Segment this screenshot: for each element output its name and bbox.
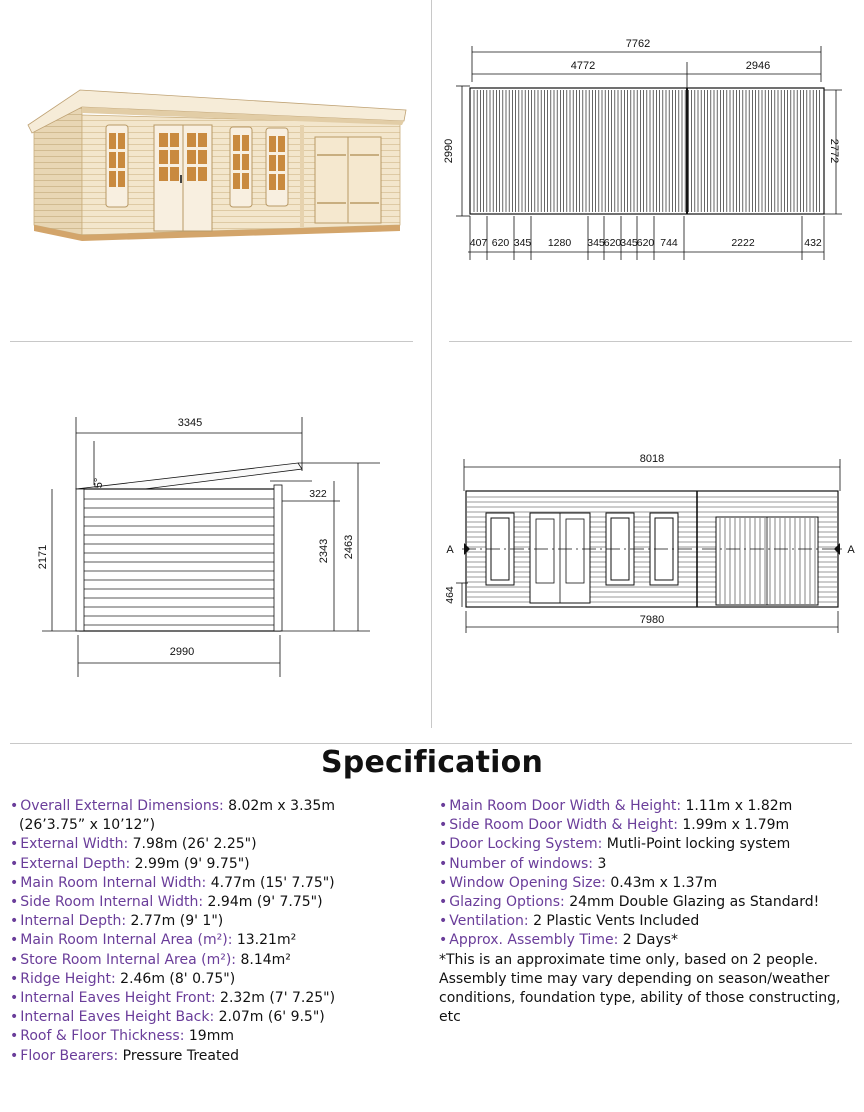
bullet-icon: • xyxy=(10,798,19,814)
spec-label: Main Room Internal Width: xyxy=(20,874,207,891)
spec-row xyxy=(10,951,420,970)
dim-height-left: 2171 xyxy=(37,544,49,570)
spec-label: Internal Eaves Height Back: xyxy=(20,1009,215,1026)
bullet-icon: • xyxy=(10,913,19,930)
dim-height-mid: 2343 xyxy=(318,538,330,564)
section-mark-right: A xyxy=(847,544,855,556)
spec-label: Side Room Door Width & Height: xyxy=(449,817,678,834)
spec-value: 8.02m x 3.35m xyxy=(223,798,335,814)
side-elevation-drawing xyxy=(30,405,410,685)
spec-row xyxy=(439,931,855,950)
spec-label: Number of windows: xyxy=(449,855,594,872)
spec-row xyxy=(439,893,855,912)
spec-value: 24mm Double Glazing as Standard! xyxy=(564,894,820,911)
spec-label: Internal Depth: xyxy=(20,913,127,930)
dim-segment: 1280 xyxy=(547,237,572,249)
spec-value: (26’3.75” x 10’12”) xyxy=(19,817,156,834)
bullet-icon: • xyxy=(10,855,19,872)
bullet-icon: • xyxy=(439,894,448,911)
spec-row xyxy=(439,816,855,835)
spec-value: 2.07m (6' 9.5") xyxy=(214,1009,325,1026)
spec-value: 2.94m (9' 7.75") xyxy=(203,894,323,911)
spec-value: 2.77m (9' 1") xyxy=(126,913,224,930)
spec-value: 0.43m x 1.37m xyxy=(605,874,718,891)
building-render-image xyxy=(20,85,412,245)
dim-side-base-width: 2990 xyxy=(169,646,195,658)
spec-row xyxy=(10,797,420,816)
spec-label: Ridge Height: xyxy=(20,970,116,987)
spec-row xyxy=(10,1047,420,1066)
dim-segment: 744 xyxy=(660,237,678,249)
spec-row xyxy=(10,816,420,835)
bullet-icon: • xyxy=(10,990,19,1007)
spec-row xyxy=(10,989,420,1008)
dim-main-width: 4772 xyxy=(570,60,596,72)
bullet-icon: • xyxy=(439,798,448,814)
spec-list-left xyxy=(10,797,420,1066)
spec-row xyxy=(439,874,855,893)
bullet-icon: • xyxy=(439,817,448,834)
spec-label: Overall External Dimensions: xyxy=(20,798,224,814)
spec-row xyxy=(10,835,420,854)
bullet-icon: • xyxy=(10,970,19,987)
spec-label: Store Room Internal Area (m²): xyxy=(20,951,237,968)
spec-label: Window Opening Size: xyxy=(449,874,606,891)
spec-row xyxy=(439,912,855,931)
spec-value: 2 Days* xyxy=(618,932,679,949)
bullet-icon: • xyxy=(10,1009,19,1026)
spec-value: 13.21m² xyxy=(232,932,297,949)
spec-value: Mutli-Point locking system xyxy=(602,836,791,853)
section-mark-left: A xyxy=(446,544,454,556)
spec-label: Door Locking System: xyxy=(449,836,603,853)
spec-label: Main Room Door Width & Height: xyxy=(449,798,682,814)
bullet-icon: • xyxy=(10,1047,19,1064)
dim-front-base: 7980 xyxy=(639,614,665,626)
bullet-icon: • xyxy=(439,913,448,930)
spec-label: Main Room Internal Area (m²): xyxy=(20,932,233,949)
spec-label: Ventilation: xyxy=(449,913,529,930)
spec-row xyxy=(439,797,855,816)
spec-value: 2 Plastic Vents Included xyxy=(528,913,700,930)
spec-value: 7.98m (26' 2.25") xyxy=(128,836,257,853)
bullet-icon: • xyxy=(10,836,19,853)
bullet-icon: • xyxy=(439,836,448,853)
bullet-icon: • xyxy=(439,874,448,891)
spec-value: 1.99m x 1.79m xyxy=(677,817,790,834)
dim-side-top-width: 3345 xyxy=(177,417,203,429)
spec-value: 2.32m (7' 7.25") xyxy=(215,990,336,1007)
spec-value: 2.46m (8' 0.75") xyxy=(115,970,236,987)
dim-front-overall: 8018 xyxy=(639,453,665,465)
dim-segment: 432 xyxy=(804,237,822,249)
dim-overall-width: 7762 xyxy=(625,38,651,50)
spec-label: Floor Bearers: xyxy=(20,1047,119,1064)
spec-row xyxy=(439,855,855,874)
spec-row xyxy=(10,931,420,950)
divider-top-right xyxy=(449,341,852,342)
bullet-icon: • xyxy=(10,1028,19,1045)
bullet-icon: • xyxy=(10,951,19,968)
dim-height-right: 2463 xyxy=(343,534,355,560)
spec-row xyxy=(10,893,420,912)
spec-value: Pressure Treated xyxy=(118,1047,239,1064)
spec-value: 8.14m² xyxy=(236,951,291,968)
spec-row xyxy=(10,1008,420,1027)
bullet-icon: • xyxy=(10,874,19,891)
spec-row xyxy=(10,912,420,931)
dim-segment: 345 xyxy=(620,237,638,249)
front-elevation-drawing xyxy=(440,445,864,645)
bullet-icon: • xyxy=(439,932,448,949)
spec-row xyxy=(10,970,420,989)
dim-segment: 620 xyxy=(636,237,655,249)
dim-segment: 345 xyxy=(587,237,605,249)
divider-top-left xyxy=(10,341,413,342)
spec-label: External Depth: xyxy=(20,855,131,872)
dim-segment: 620 xyxy=(491,237,510,249)
spec-value: 3 xyxy=(593,855,607,872)
dim-side-width: 2946 xyxy=(745,60,771,72)
dim-segment: 620 xyxy=(603,237,622,249)
spec-value: 4.77m (15' 7.75") xyxy=(206,874,335,891)
dim-depth-outer: 2990 xyxy=(443,138,455,164)
bullet-icon: • xyxy=(10,932,19,949)
dim-overhang: 322 xyxy=(309,488,327,500)
spec-row xyxy=(10,855,420,874)
spec-value: 1.11m x 1.82m xyxy=(681,798,793,814)
spec-label: Side Room Internal Width: xyxy=(20,894,204,911)
assembly-note: *This is an approximate time only, based on 2 people. Assembly time may vary depending on season/weather conditions, foundation type, ability of those constructing, etc xyxy=(439,951,841,1026)
spec-row xyxy=(10,1027,420,1046)
dim-roof-pitch: 5° xyxy=(93,477,105,489)
bullet-icon: • xyxy=(10,894,19,911)
dim-segment: 407 xyxy=(469,237,488,249)
dim-segment: 2222 xyxy=(731,237,755,249)
spec-value: 2.99m (9' 9.75") xyxy=(130,855,250,872)
spec-row xyxy=(10,874,420,893)
plan-drawing xyxy=(440,30,860,270)
spec-list-right xyxy=(439,797,855,1027)
dim-base-height: 464 xyxy=(444,586,456,604)
spec-label: Approx. Assembly Time: xyxy=(449,932,619,949)
vertical-divider xyxy=(431,0,432,728)
dim-depth-inner: 2772 xyxy=(828,138,840,164)
divider-spec xyxy=(10,743,852,744)
bullet-icon: • xyxy=(439,855,448,872)
spec-label: Roof & Floor Thickness: xyxy=(20,1028,185,1045)
spec-value: 19mm xyxy=(184,1028,234,1045)
spec-label: Glazing Options: xyxy=(449,894,565,911)
spec-label: External Width: xyxy=(20,836,129,853)
spec-row xyxy=(439,835,855,854)
spec-title: Specification xyxy=(320,745,544,780)
dim-segment: 345 xyxy=(513,237,532,249)
spec-label: Internal Eaves Height Front: xyxy=(20,990,216,1007)
